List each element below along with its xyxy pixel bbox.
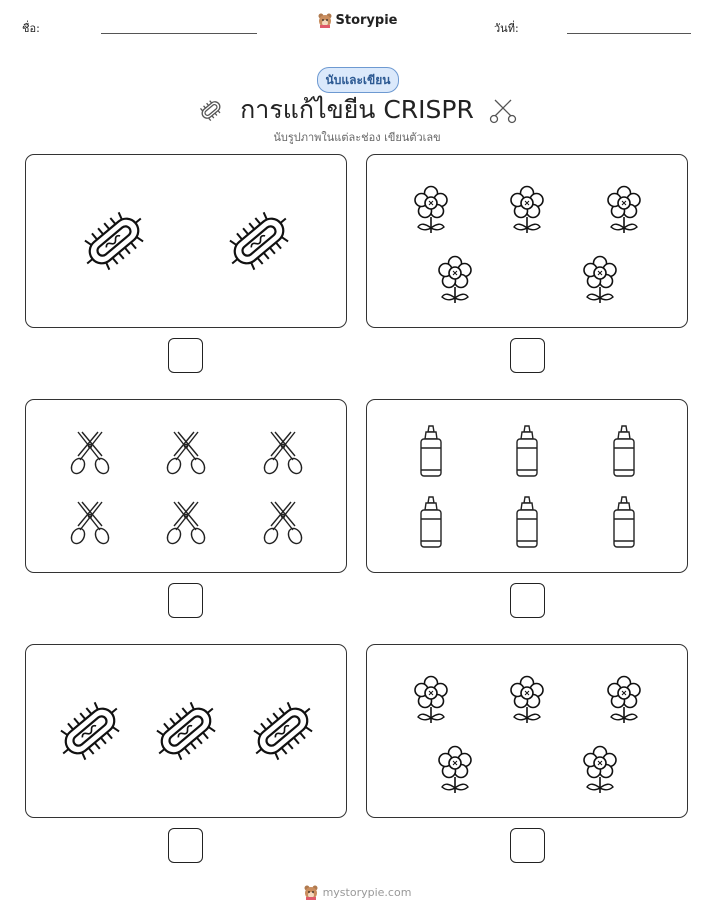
- page-title: การแก้ไขยีน CRISPR: [240, 95, 474, 124]
- count-panel-4: [366, 399, 688, 573]
- count-panel-2: [366, 154, 688, 328]
- bacteria-icon: [74, 203, 153, 279]
- flower-icon: [608, 187, 640, 234]
- flower-icon: [415, 677, 447, 724]
- flower-icon: [439, 747, 471, 794]
- brand-name: Storypie: [335, 12, 398, 28]
- bacteria-icon: [243, 693, 322, 769]
- answer-box-6[interactable]: [510, 828, 545, 863]
- count-panel-3: [25, 399, 347, 573]
- name-label: ชื่อ:: [22, 22, 40, 35]
- name-line[interactable]: [101, 33, 257, 34]
- answer-box-2[interactable]: [510, 338, 545, 373]
- scissors-icon: [488, 95, 518, 125]
- date-label: วันที่:: [494, 22, 519, 35]
- answer-box-3[interactable]: [168, 583, 203, 618]
- bottle-icon: [614, 497, 634, 547]
- answer-box-5[interactable]: [168, 828, 203, 863]
- flower-icon: [608, 677, 640, 724]
- bottle-icon: [421, 497, 441, 547]
- count-panel-1: [25, 154, 347, 328]
- bear-icon: [317, 12, 333, 28]
- date-line[interactable]: [567, 33, 691, 34]
- flower-icon: [415, 187, 447, 234]
- bottle-icon: [614, 426, 634, 476]
- scissors-icon: [69, 432, 111, 476]
- scissors-icon: [165, 432, 207, 476]
- footer-url[interactable]: mystorypie.com: [322, 885, 412, 899]
- scissors-icon: [262, 432, 304, 476]
- bacteria-icon: [146, 693, 225, 769]
- flower-icon: [511, 187, 543, 234]
- scissors-icon: [69, 502, 111, 546]
- flower-icon: [439, 257, 471, 304]
- bacteria-icon: [219, 203, 298, 279]
- footer: [0, 884, 714, 900]
- bacteria-icon: [196, 95, 226, 125]
- answer-box-1[interactable]: [168, 338, 203, 373]
- bottle-icon: [421, 426, 441, 476]
- scissors-icon: [165, 502, 207, 546]
- count-panel-5: [25, 644, 347, 818]
- count-panel-6: [366, 644, 688, 818]
- bear-icon: [303, 884, 319, 900]
- bacteria-icon: [50, 693, 129, 769]
- activity-badge: นับและเขียน: [317, 67, 399, 93]
- flower-icon: [584, 747, 616, 794]
- bottle-icon: [517, 426, 537, 476]
- brand-logo: [0, 12, 714, 28]
- answer-box-4[interactable]: [510, 583, 545, 618]
- scissors-icon: [262, 502, 304, 546]
- flower-icon: [511, 677, 543, 724]
- flower-icon: [584, 257, 616, 304]
- instructions: นับรูปภาพในแต่ละช่อง เขียนตัวเลข: [273, 131, 441, 144]
- bottle-icon: [517, 497, 537, 547]
